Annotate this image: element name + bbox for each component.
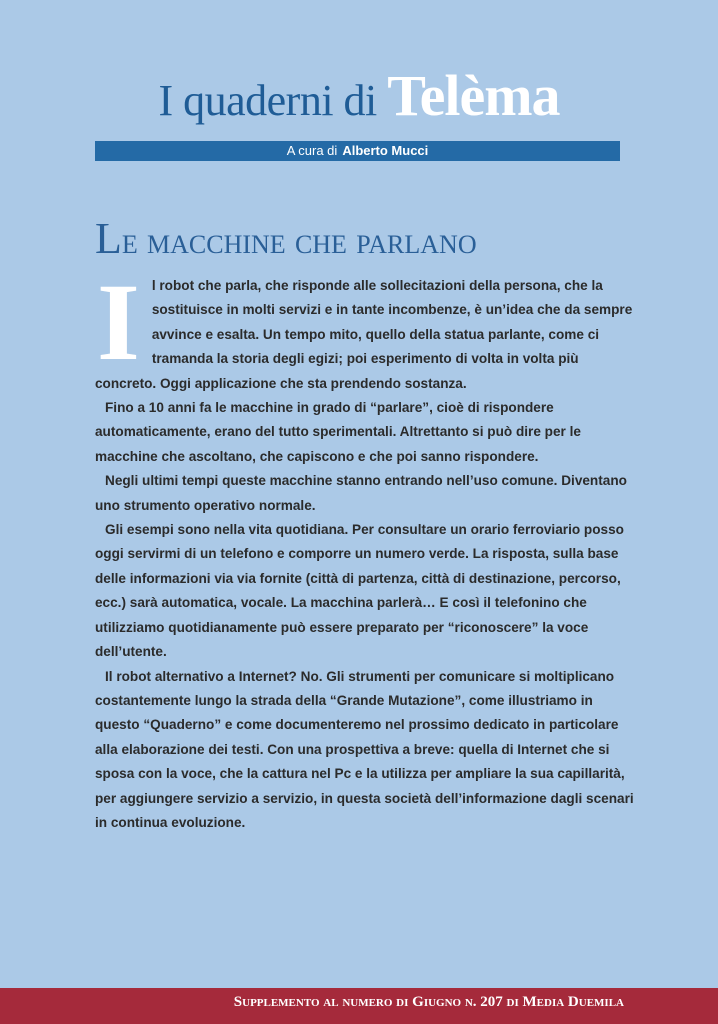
masthead-brand: Telèma [387, 63, 560, 128]
masthead [0, 62, 718, 129]
article-title-rest: e macchine che parlano [121, 221, 477, 262]
credit-lead: A cura di [286, 143, 338, 158]
paragraph-text: l robot che parla, che risponde alle sollecitazioni della persona, che la sostituisce in molti servizi e in tante incombenze, è un’idea che da sempre avvince e esalta. Un tempo mito, quello della statua parlante, come ci tramanda la storia degli egizi; poi esperimento di volta in volta più concreto. Oggi applicazione che sta prendendo sostanza. [95, 278, 633, 391]
masthead-prefix: I quaderni di [158, 76, 388, 125]
paragraph: Gli esempi sono nella vita quotidiana. Per consultare un orario ferroviario posso oggi servirmi di un telefono e comporre un numero verde. La risposta, sulla base delle informazioni via via fornite (città di partenza, città di destinazione, percorso, ecc.) sarà automatica, vocale. La macchina parlerà… E così il telefonino che utilizziamo quotidianamente può essere preparato per “riconoscere” la voce dell’utente. [95, 522, 624, 660]
footer-text: Supplemento al numero di Giugno n. 207 di Media Duemila [233, 994, 624, 1010]
paragraph: Il robot alternativo a Internet? No. Gli strumenti per comunicare si moltiplicano costantemente lungo la strada della “Grande Mutazione”, come illustriamo in questo “Quaderno” e come documenteremo nel prossimo dedicato in particolare alla elaborazione dei testi. Con una prospettiva a breve: quella di Internet che si sposa con la voce, che la cattura nel Pc e la utilizza per ampliare la sua capillarità, per aggiungere servizio a servizio, in questa società dell’informazione dagli scenari in continua evoluzione. [95, 668, 634, 830]
article-title-initial: L [95, 214, 122, 263]
article-title [95, 214, 695, 267]
footer-band [0, 988, 718, 1024]
drop-cap: I [97, 261, 140, 383]
credit-bar [95, 141, 620, 161]
article-body [95, 261, 635, 835]
credit-name: Alberto Mucci [342, 143, 429, 158]
paragraph [95, 261, 635, 396]
paragraph: Negli ultimi tempi queste macchine stanno entrando nell’uso comune. Diventano uno strumento operativo normale. [95, 473, 627, 513]
paragraph: Fino a 10 anni fa le macchine in grado di “parlare”, cioè di rispondere automaticamente, erano del tutto sperimentali. Altrettanto si può dire per le macchine che ascoltano, che capiscono e che poi sanno rispondere. [95, 400, 581, 464]
